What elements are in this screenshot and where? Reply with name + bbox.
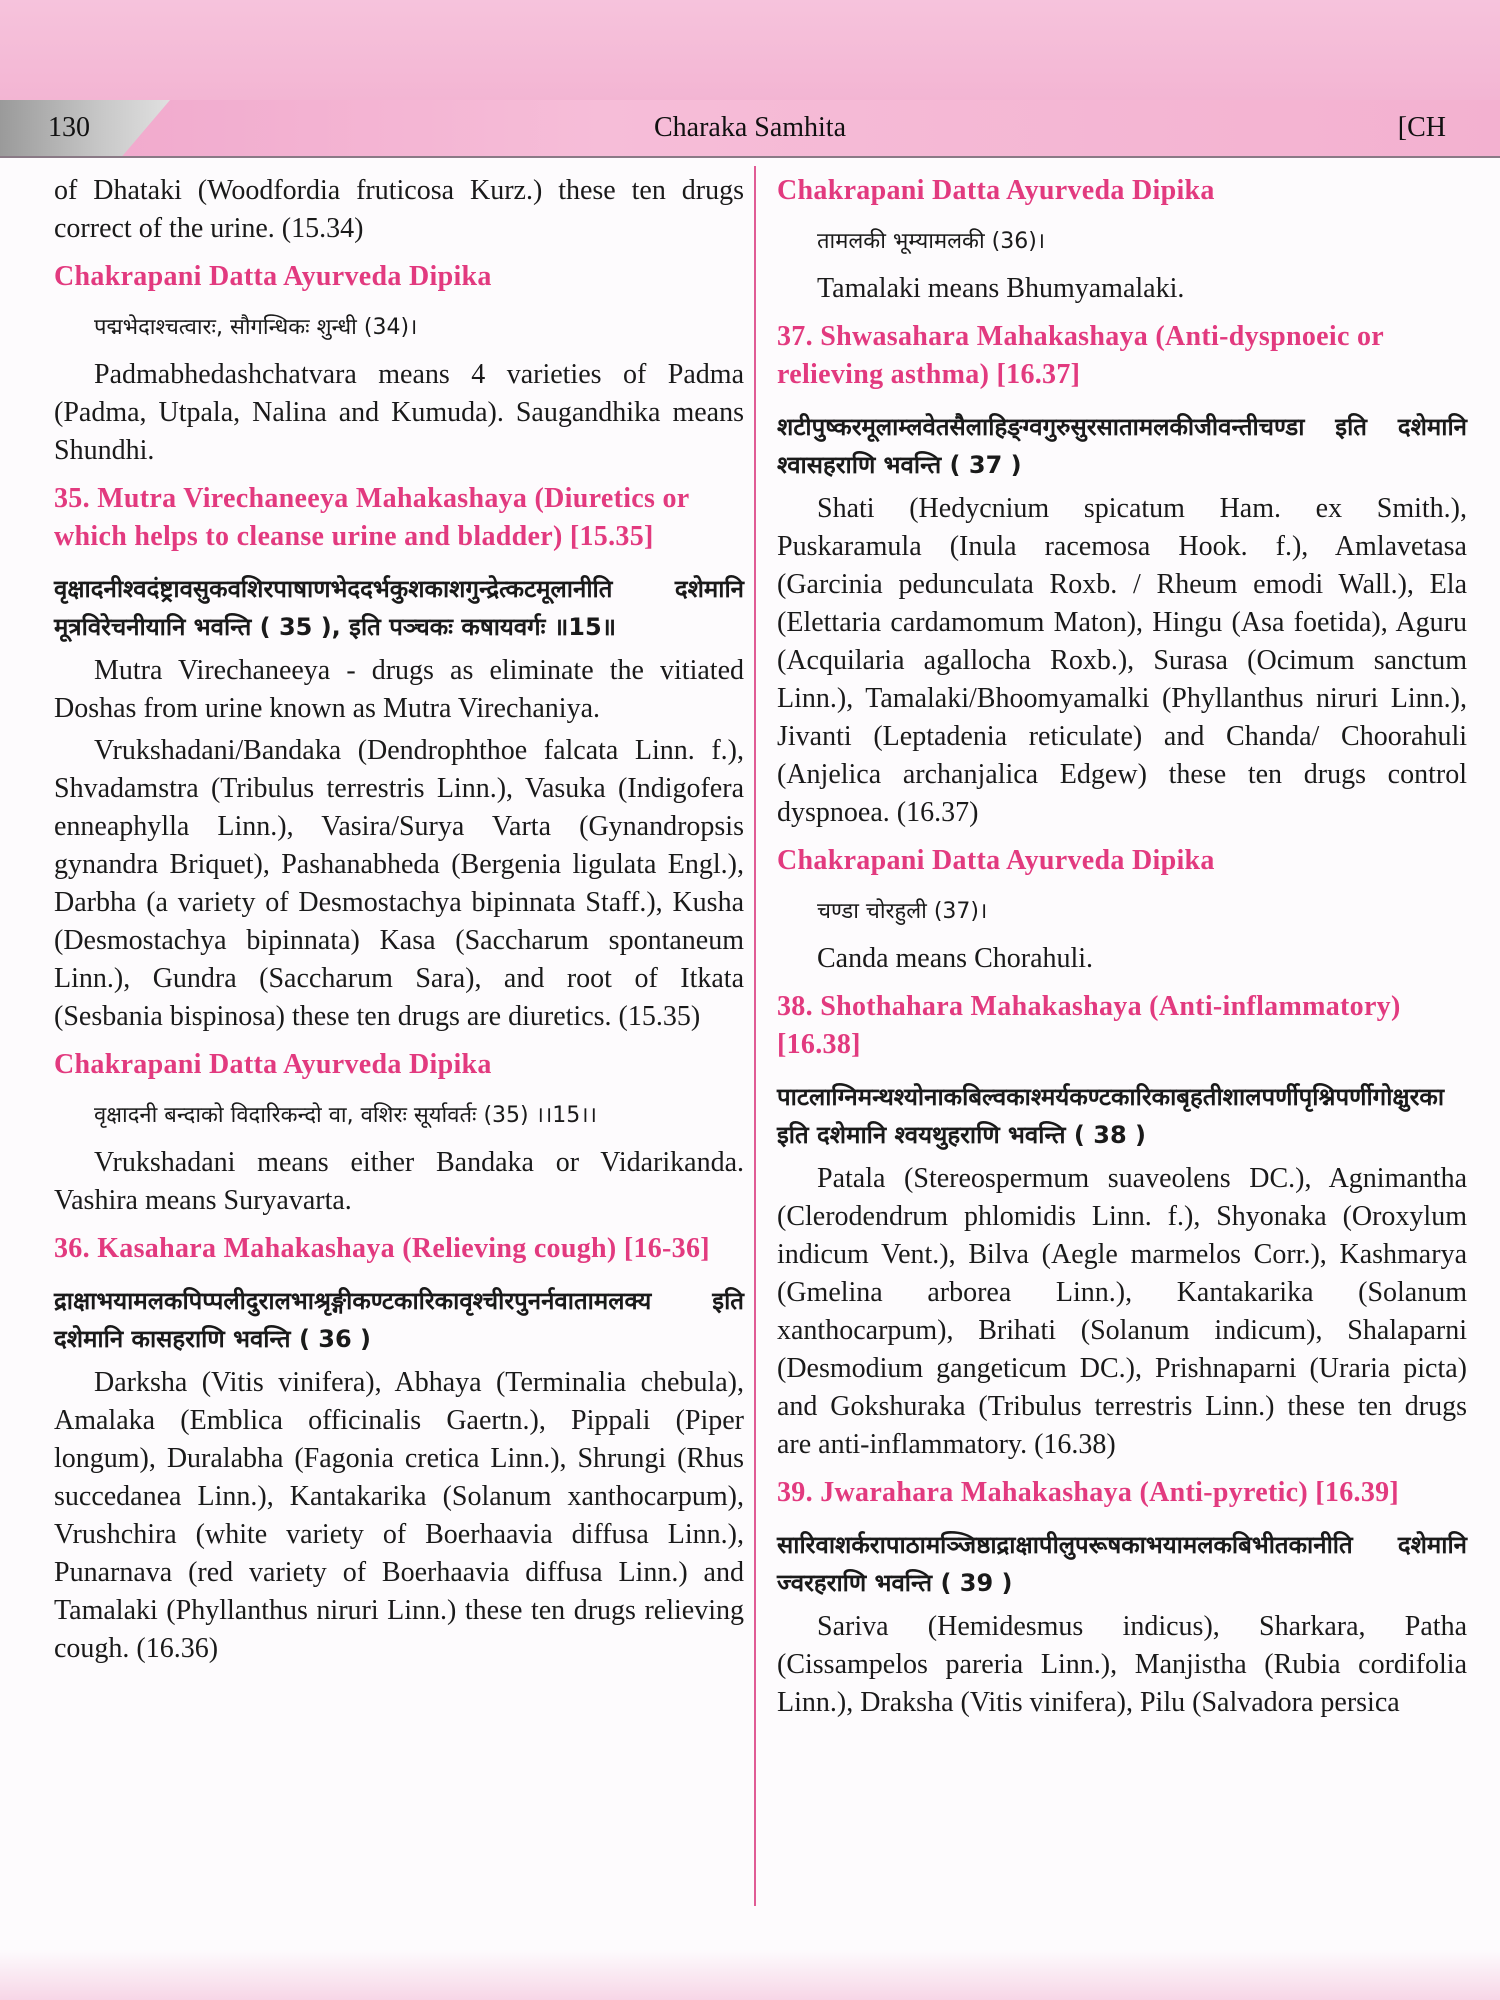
commentary-heading: Chakrapani Datta Ayurveda Dipika xyxy=(777,175,1215,206)
sanskrit-commentary: पद्मभेदाश्चत्वारः, सौगन्धिकः शुन्धी (34)। xyxy=(94,315,418,340)
sanskrit-commentary: तामलकी भूम्यामलकी (36)। xyxy=(817,229,1046,254)
paragraph: Patala (Stereospermum suaveolens DC.), Agnimantha (Clerodendrum phlomidis Linn. f.), Shyonaka (Oroxylum indicum Vent.), Bilva (Aegle marmelos Corr.), Kashmarya (Gmelina arborea Linn.), Kantakarika (Solanum xanthocarpum), Brihati (Solanum indicum), Shalaparni (Desmodium gangeticum DC.), Prishnaparni (Uraria picta) and Gokshuraka (Tribulus terrestris Linn.) these ten drugs are anti-inflammatory. (16.38) xyxy=(777,1163,1467,1460)
paragraph: Darksha (Vitis vinifera), Abhaya (Terminalia chebula), Amalaka (Emblica officinalis Gaertn.), Pippali (Piper longum), Duralabha (Fagonia cretica Linn.), Shrungi (Rhus succedanea Linn.), Kantakarika (Solanum xanthocarpum), Vrushchira (white variety of Boerhaavia diffusa Linn.), Punarnava (red variety of Boerhaavia diffusa Linn.) and Tamalaki (Phyllanthus niruri Linn.) these ten drugs relieving cough. (16.36) xyxy=(54,1367,744,1664)
paragraph: Sariva (Hemidesmus indicus), Sharkara, Patha (Cissampelos pareria Linn.), Manjistha (Rubia cordifolia Linn.), Draksha (Vitis vinifera), Pilu (Salvadora persica xyxy=(777,1611,1467,1718)
commentary-heading: Chakrapani Datta Ayurveda Dipika xyxy=(54,1049,492,1080)
running-title: Charaka Samhita xyxy=(653,112,847,143)
paragraph: Vrukshadani means either Bandaka or Vidarikanda. Vashira means Suryavarta. xyxy=(54,1147,744,1216)
section-heading-35: 35. Mutra Virechaneeya Mahakashaya (Diuretics or which helps to cleanse urine and bladder) [15.35] xyxy=(54,483,690,552)
right-column xyxy=(777,172,1467,1726)
chapter-mark: [CH xyxy=(1397,112,1446,143)
section-heading-36: 36. Kasahara Mahakashaya (Relieving cough) [16-36] xyxy=(54,1233,710,1264)
bottom-decorative-band xyxy=(0,1950,1500,2000)
paragraph: Mutra Virechaneeya - drugs as eliminate the vitiated Doshas from urine known as Mutra Virechaniya. xyxy=(54,655,744,724)
sanskrit-verse-38: पाटलाग्निमन्थश्योनाकबिल्वकाश्मर्यकण्टकारिकाबृहतीशालपर्णीपृश्निपर्णीगोक्षुरका इति दशेमानि श्वयथुहराणि भवन्ति ( 38 ) xyxy=(777,1083,1445,1149)
paragraph: Shati (Hedycnium spicatum Ham. ex Smith.), Puskaramula (Inula racemosa Hook. f.), Amlavetasa (Garcinia pedunculata Roxb. / Rheum emodi Wall.), Ela (Elettaria cardamomum Maton), Hingu (Asa foetida), Aguru (Acquilaria agallocha Roxb.), Surasa (Ocimum sanctum Linn.), Tamalaki/Bhoomyamalki (Phyllanthus niruri Linn.), Jivanti (Leptadenia reticulate) and Chanda/ Choorahuli (Anjelica archanjalica Edgew) these ten drugs control dyspnoea. (16.37) xyxy=(777,493,1467,828)
section-heading-37: 37. Shwasahara Mahakashaya (Anti-dyspnoeic or relieving asthma) [16.37] xyxy=(777,321,1384,390)
section-heading-38: 38. Shothahara Mahakashaya (Anti-inflammatory) [16.38] xyxy=(777,991,1401,1060)
paragraph: Canda means Chorahuli. xyxy=(817,943,1094,974)
paragraph: Padmabhedashchatvara means 4 varieties of Padma (Padma, Utpala, Nalina and Kumuda). Saugandhika means Shundhi. xyxy=(54,359,744,466)
left-column xyxy=(54,172,744,1672)
sanskrit-verse-35: वृक्षादनीश्वदंष्ट्रावसुकवशिरपाषाणभेददर्भकुशकाशगुन्द्रेत्कटमूलानीति दशेमानि मूत्रविरेचनीयानि भवन्ति ( 35 ), इति पञ्चकः कषायवर्गः ॥15॥ xyxy=(54,575,744,641)
page-number: 130 xyxy=(48,112,90,143)
paragraph: Tamalaki means Bhumyamalaki. xyxy=(817,273,1185,304)
column-divider xyxy=(754,166,756,1906)
paragraph: of Dhataki (Woodfordia fruticosa Kurz.) these ten drugs correct of the urine. (15.34) xyxy=(54,175,744,244)
top-decorative-band xyxy=(0,0,1500,100)
sanskrit-commentary: वृक्षादनी बन्दाको विदारिकन्दो वा, वशिरः सूर्यावर्तः (35) ।।15।। xyxy=(94,1103,597,1128)
sanskrit-commentary: चण्डा चोरहुली (37)। xyxy=(817,899,988,924)
commentary-heading: Chakrapani Datta Ayurveda Dipika xyxy=(777,845,1215,876)
sanskrit-verse-39: सारिवाशर्करापाठामञ्जिष्ठाद्राक्षापीलुपरूषकाभयामलकबिभीतकानीति दशेमानि ज्वरहराणि भवन्ति ( 39 ) xyxy=(777,1531,1467,1597)
commentary-heading: Chakrapani Datta Ayurveda Dipika xyxy=(54,261,492,292)
paragraph: Vrukshadani/Bandaka (Dendrophthoe falcata Linn. f.), Shvadamstra (Tribulus terrestris Linn.), Vasuka (Indigofera enneaphylla Linn.), Vasira/Surya Varta (Gynandropsis gynandra Briquet), Pashanabheda (Bergenia ligulata Engl.), Darbha (a variety of Desmostachya bipinnata Staff.), Kusha (Desmostachya bipinnata) Kasa (Saccharum spontaneum Linn.), Gundra (Saccharum Sara), and root of Itkata (Sesbania bispinosa) these ten drugs are diuretics. (15.35) xyxy=(54,735,744,1032)
sanskrit-verse-37: शटीपुष्करमूलाम्लवेतसैलाहिङ्ग्वगुरुसुरसातामलकीजीवन्तीचण्डा इति दशेमानि श्वासहराणि भवन्ति ( 37 ) xyxy=(777,413,1467,479)
section-heading-39: 39. Jwarahara Mahakashaya (Anti-pyretic) [16.39] xyxy=(777,1477,1400,1508)
sanskrit-verse-36: द्राक्षाभयामलकपिप्पलीदुरालभाश्रृङ्गीकण्टकारिकावृश्चीरपुनर्नवातामलक्य इति दशेमानि कासहराणि भवन्ति ( 36 ) xyxy=(54,1287,744,1353)
